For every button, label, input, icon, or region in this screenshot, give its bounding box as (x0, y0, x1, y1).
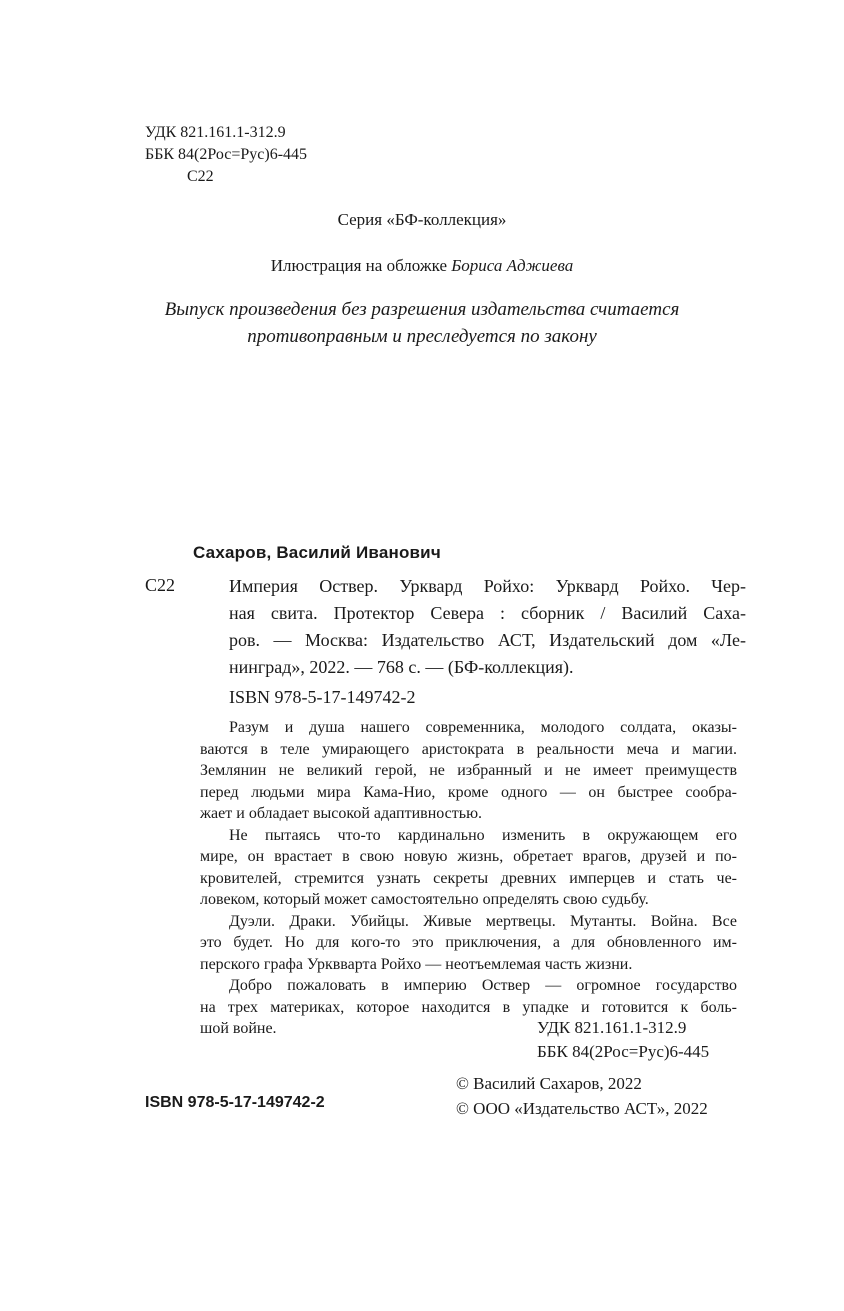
annotation-line: ваются в теле умирающего аристократа в реальности меча и магии. (200, 740, 737, 758)
udk-code: УДК 821.161.1-312.9 (145, 124, 286, 141)
annotation-line: перед людьми мира Кама-Нио, кроме одного — он быстрее сообра- (200, 783, 737, 801)
top-classification-codes (145, 122, 307, 188)
illustration-credit (0, 256, 844, 276)
annotation-line: мире, он врастает в свою новую жизнь, обретает врагов, друзей и по- (200, 848, 737, 865)
biblio-line: ров. — Москва: Издательство АСТ, Издательский дом «Ле- (229, 630, 746, 650)
copyright-publisher: © ООО «Издательство АСТ», 2022 (456, 1099, 708, 1118)
annotation-line: Разум и душа нашего современника, молодого солдата, оказы- (229, 719, 737, 736)
annotation-line: ловеком, который может самостоятельно определять свою судьбу. (200, 891, 649, 908)
illustration-prefix: Илюстрация на обложке (270, 256, 452, 275)
bibliographic-entry (229, 573, 746, 681)
legal-warning-line-2: противоправным и преследуется по закону (247, 326, 597, 347)
copyright-author: © Василий Сахаров, 2022 (456, 1074, 642, 1093)
author-sign: С22 (145, 575, 176, 595)
author-sign-code: С22 (187, 168, 214, 185)
annotation-line: Не пытаясь что-то кардинально изменить в окружающем его (229, 826, 737, 844)
isbn-footer: ISBN 978-5-17-149742-2 (145, 1094, 325, 1111)
annotation-line: перского графа Урквварта Ройхо — неотъемлемая часть жизни. (200, 955, 633, 973)
biblio-line: ная свита. Протектор Севера : сборник / Василий Саха- (229, 603, 746, 623)
bottom-classification-codes (537, 1016, 709, 1064)
copyright-notices (456, 1071, 708, 1121)
annotation-line: Землянин не великий герой, не избранный и не имеет преимуществ (200, 762, 737, 779)
author-heading: Сахаров, Василий Иванович (193, 543, 441, 562)
biblio-line: нинград», 2022. — 768 с. — (БФ-коллекция). (229, 657, 574, 677)
isbn-entry: ISBN 978-5-17-149742-2 (229, 687, 416, 707)
illustration-artist: Бориса Аджиева (451, 256, 574, 275)
annotation (200, 717, 737, 1040)
series-line: Серия «БФ-коллекция» (337, 210, 507, 229)
legal-warning (0, 296, 844, 350)
udk-code-bottom: УДК 821.161.1-312.9 (537, 1018, 687, 1037)
annotation-line: Добро пожаловать в империю Оствер — огромное государство (229, 977, 737, 994)
annotation-line: на трех материках, которое находится в упадке и готовится к боль- (200, 998, 737, 1016)
annotation-line: жает и обладает высокой адаптивностью. (200, 805, 483, 822)
annotation-line: кровителей, стремится узнать секреты древних имперцев и стать че- (200, 869, 737, 887)
bbk-code-bottom: ББК 84(2Рос=Рус)6-445 (537, 1042, 710, 1061)
annotation-line: это будет. Но для кого-то это приключения, а для обновленного им- (200, 934, 737, 951)
biblio-line: Империя Оствер. Урквард Ройхо: Урквард Ройхо. Чер- (229, 576, 746, 596)
annotation-line: шой войне. (200, 1020, 277, 1037)
legal-warning-line-1: Выпуск произведения без разрешения издательства считается (164, 299, 680, 320)
annotation-line: Дуэли. Драки. Убийцы. Живые мертвецы. Мутанты. Война. Все (229, 912, 737, 930)
bbk-code: ББК 84(2Рос=Рус)6-445 (145, 146, 308, 163)
